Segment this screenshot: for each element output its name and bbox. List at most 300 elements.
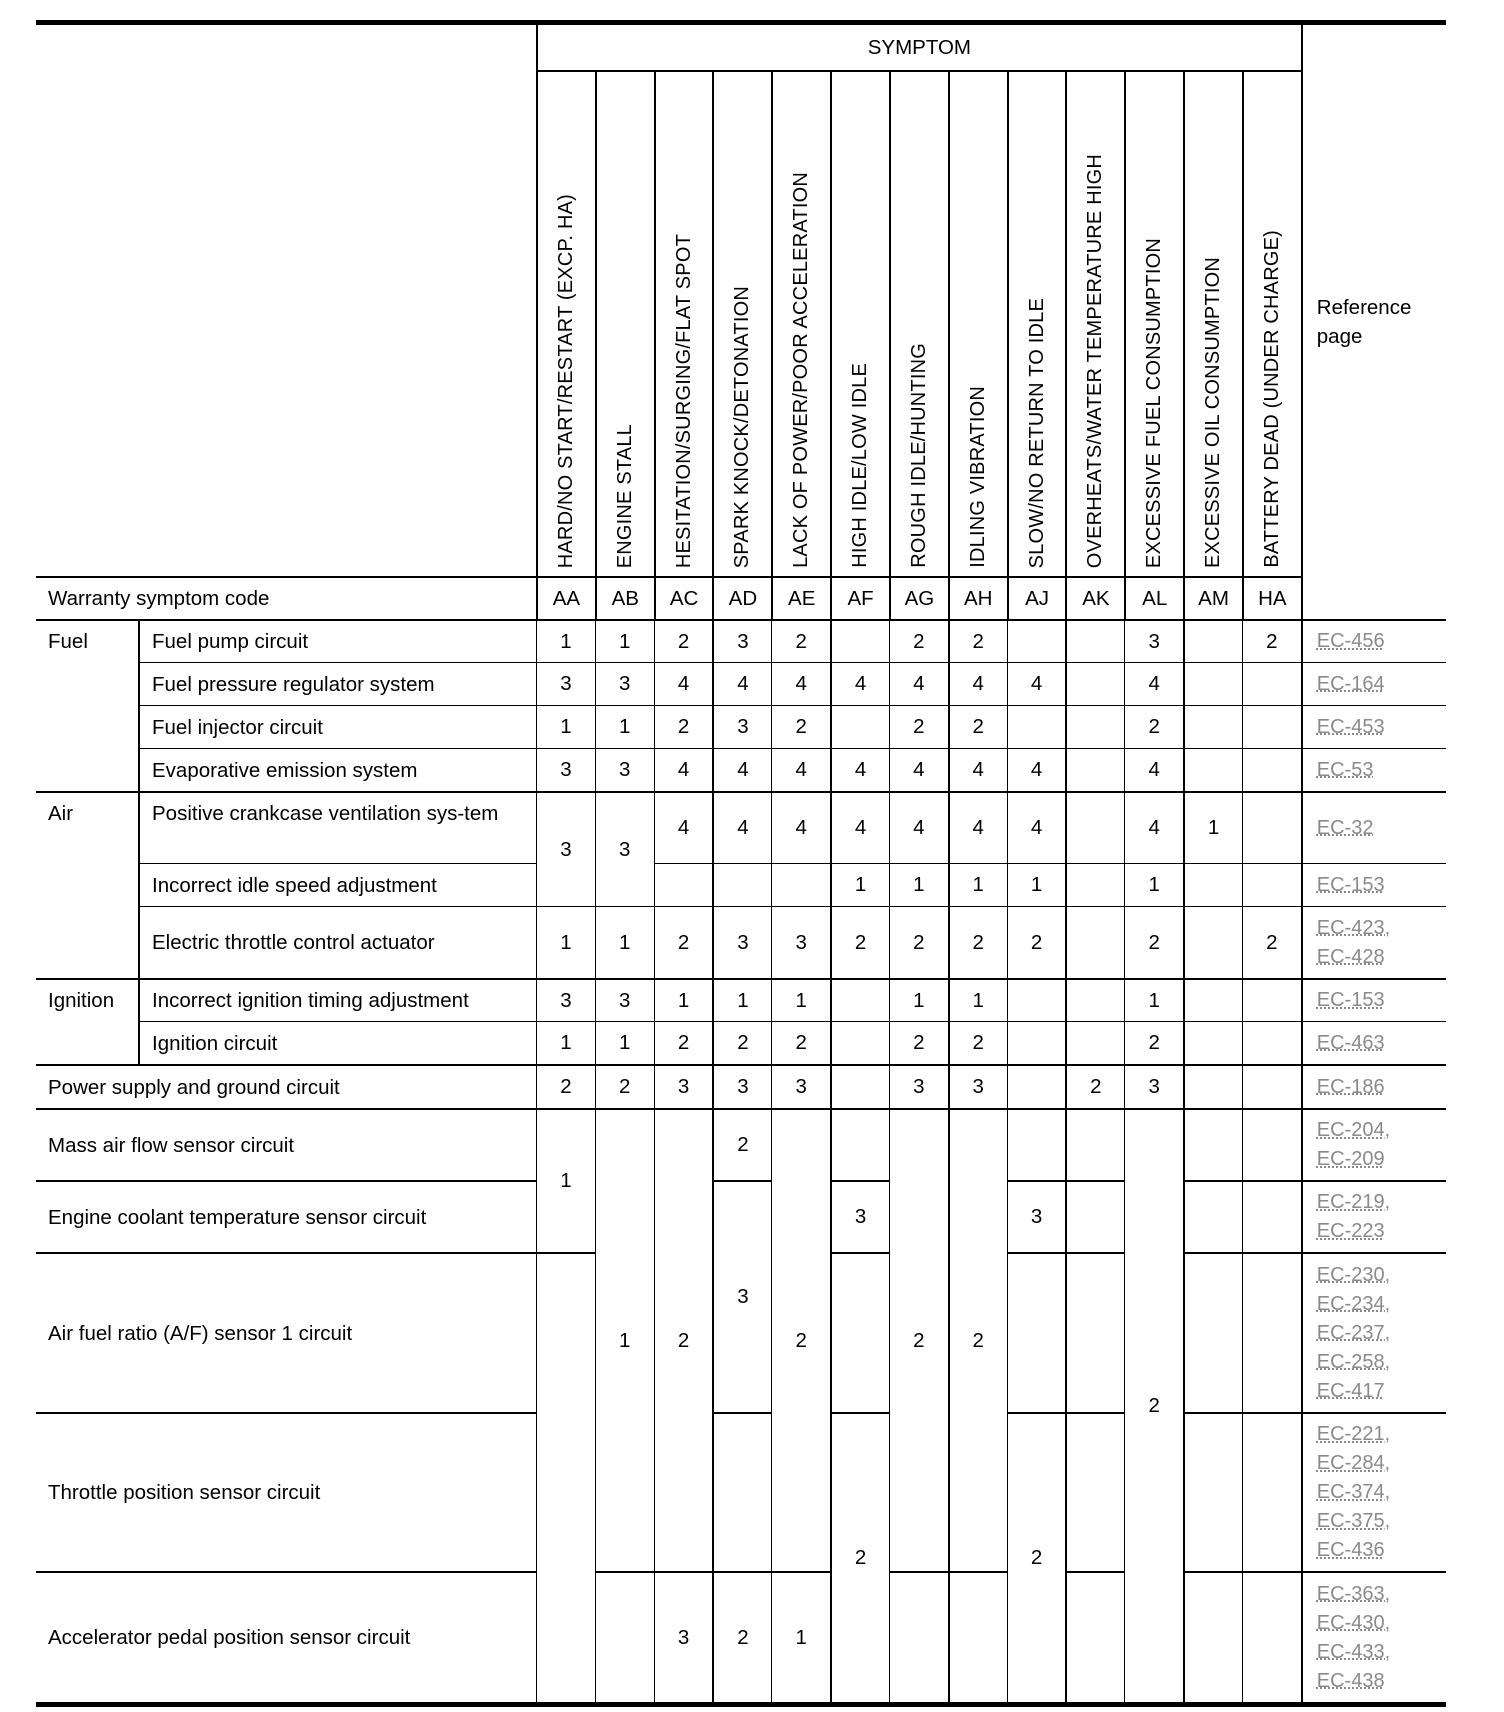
- symptom-value-text: 1: [1148, 873, 1160, 896]
- symptom-value-text: 4: [972, 816, 984, 839]
- symptom-value: [830, 1021, 889, 1064]
- reference-link[interactable]: EC-164: [1316, 672, 1385, 695]
- symptom-value: [1183, 1108, 1242, 1180]
- symptom-value: [1007, 1180, 1066, 1252]
- symptom-value: [889, 619, 948, 662]
- symptom-value: [1242, 748, 1301, 791]
- symptom-value: [948, 906, 1007, 978]
- symptom-title: [536, 25, 1301, 70]
- reference-link[interactable]: EC-204,: [1316, 1119, 1391, 1141]
- symptom-value-text: 3: [619, 672, 631, 695]
- symptom-value-text: 4: [972, 758, 984, 781]
- symptom-value: [712, 748, 771, 791]
- symptom-value: [654, 791, 713, 863]
- symptom-title-text: SYMPTOM: [867, 35, 972, 59]
- symptom-value-text: 2: [560, 1075, 572, 1098]
- symptom-header: [654, 70, 713, 576]
- symptom-header: [1183, 70, 1242, 576]
- symptom-value: [1183, 906, 1242, 978]
- warranty-code: [1007, 576, 1066, 619]
- symptom-value-merged: [830, 1252, 889, 1412]
- symptom-value: [1242, 1412, 1301, 1571]
- symptom-value: [1124, 705, 1183, 748]
- symptom-value: [830, 1180, 889, 1252]
- group-ignition-text: Ignition: [48, 989, 115, 1012]
- reference-cell: [1301, 1252, 1446, 1412]
- symptom-value: [712, 791, 771, 863]
- reference-cell: [1301, 705, 1446, 748]
- symptom-value-merged-text: 3: [737, 1285, 749, 1308]
- warranty-code-text: AE: [788, 586, 816, 610]
- symptom-value-text: 3: [1030, 1205, 1043, 1228]
- reference-link[interactable]: EC-153: [1316, 873, 1385, 896]
- symptom-value: [1183, 1252, 1242, 1412]
- reference-link[interactable]: EC-423,: [1316, 916, 1391, 939]
- reference-cell: [1301, 1180, 1446, 1252]
- reference-link[interactable]: EC-32: [1316, 816, 1374, 839]
- row-item-label: [138, 1021, 536, 1064]
- reference-cell: [1301, 863, 1446, 906]
- symptom-value: [1124, 906, 1183, 978]
- group-fuel-text: Fuel: [48, 630, 88, 653]
- symptom-value: [1183, 619, 1242, 662]
- symptom-value: [1183, 1064, 1242, 1108]
- warranty-code: [830, 576, 889, 619]
- symptom-value: [771, 863, 830, 906]
- symptom-value-merged: [948, 1571, 1007, 1702]
- symptom-value: [536, 1064, 595, 1108]
- symptom-value-text: 2: [913, 1031, 925, 1054]
- symptom-value-text: 2: [677, 629, 690, 653]
- symptom-value: [830, 1064, 889, 1108]
- reference-cell: [1301, 1064, 1446, 1108]
- warranty-code: [1065, 576, 1124, 619]
- symptom-value: [948, 1064, 1007, 1108]
- symptom-value: [1124, 662, 1183, 705]
- symptom-value-merged: [595, 1571, 654, 1702]
- symptom-value: [1124, 978, 1183, 1021]
- group-air: [36, 791, 138, 978]
- symptom-header-text: SLOW/NO RETURN TO IDLE: [1025, 297, 1048, 568]
- symptom-value: [889, 1064, 948, 1108]
- symptom-value-text: 2: [1030, 930, 1043, 954]
- symptom-header: [771, 70, 830, 576]
- row-item-label: [36, 1252, 536, 1412]
- symptom-value: [1065, 1064, 1124, 1108]
- symptom-value-text: 4: [795, 758, 807, 781]
- symptom-value: [1242, 1108, 1301, 1180]
- row-item-label: [36, 1108, 536, 1180]
- symptom-value: [654, 619, 713, 662]
- row-item-label-text: Fuel pump circuit: [152, 630, 309, 653]
- symptom-value-text: 3: [560, 758, 572, 781]
- symptom-value: [1242, 906, 1301, 978]
- symptom-value: [1183, 863, 1242, 906]
- symptom-header-text: HARD/NO START/RESTART (EXCP. HA): [554, 193, 577, 568]
- symptom-value-merged-text: 2: [913, 1328, 925, 1352]
- symptom-value-text: 4: [737, 816, 749, 839]
- symptom-value-text: 1: [619, 930, 631, 954]
- symptom-value: [595, 1021, 654, 1064]
- symptom-value-merged-text: 1: [619, 1328, 631, 1352]
- warranty-code: [536, 576, 595, 619]
- reference-link[interactable]: EC-433,: [1316, 1640, 1391, 1663]
- symptom-value: [654, 863, 713, 906]
- symptom-value: [1242, 1064, 1301, 1108]
- symptom-value: [1007, 662, 1066, 705]
- symptom-value: [536, 978, 595, 1021]
- symptom-header: [712, 70, 771, 576]
- symptom-value: [1183, 748, 1242, 791]
- reference-link[interactable]: EC-230,: [1316, 1263, 1391, 1286]
- symptom-value-text: 1: [795, 1625, 807, 1649]
- reference-page-header: [1301, 25, 1446, 619]
- symptom-value: [771, 906, 830, 978]
- symptom-value: [889, 863, 948, 906]
- symptom-value-text: 2: [795, 629, 807, 653]
- reference-cell: [1301, 1412, 1446, 1571]
- warranty-code: [595, 576, 654, 619]
- symptom-value-text: 2: [1266, 930, 1278, 954]
- symptom-value-text: 4: [913, 672, 925, 695]
- symptom-value-text: 4: [795, 816, 807, 839]
- symptom-value-merged: [654, 1108, 713, 1571]
- symptom-value: [889, 978, 948, 1021]
- symptom-value-text: 1: [913, 873, 925, 896]
- symptom-value: [948, 791, 1007, 863]
- symptom-value-text: 1: [854, 873, 867, 896]
- symptom-value-text: 2: [795, 715, 807, 738]
- reference-cell: [1301, 1571, 1446, 1702]
- warranty-code: [948, 576, 1007, 619]
- symptom-value: [712, 705, 771, 748]
- warranty-code: [654, 576, 713, 619]
- warranty-code: [1124, 576, 1183, 619]
- symptom-value: [712, 619, 771, 662]
- row-item-label-text: Positive crankcase ventilation sys-tem: [152, 802, 499, 825]
- symptom-value-text: 1: [619, 629, 631, 653]
- symptom-value-text: 1: [619, 1031, 631, 1054]
- symptom-value-text: 4: [1030, 672, 1043, 695]
- reference-cell: [1301, 791, 1446, 863]
- reference-link[interactable]: EC-53: [1316, 758, 1374, 781]
- symptom-value-text: 1: [972, 988, 984, 1012]
- warranty-code-text: AM: [1198, 586, 1229, 610]
- symptom-value: [771, 978, 830, 1021]
- symptom-value: [654, 1064, 713, 1108]
- reference-link[interactable]: EC-186: [1316, 1075, 1385, 1098]
- reference-link[interactable]: EC-417: [1316, 1379, 1385, 1402]
- symptom-value: [654, 705, 713, 748]
- symptom-value: [712, 1108, 771, 1180]
- reference-link[interactable]: EC-453: [1316, 715, 1385, 738]
- symptom-header: [1124, 70, 1183, 576]
- symptom-value-text: 3: [737, 930, 749, 954]
- symptom-value: [1242, 662, 1301, 705]
- symptom-value-text: 3: [619, 988, 631, 1012]
- symptom-value: [830, 978, 889, 1021]
- symptom-value-text: 3: [619, 758, 631, 781]
- symptom-value: [712, 978, 771, 1021]
- row-item-label: [36, 1064, 536, 1108]
- symptom-header: [889, 70, 948, 576]
- symptom-value-merged: [712, 1180, 771, 1412]
- reference-cell: [1301, 619, 1446, 662]
- symptom-value-text: 1: [972, 873, 984, 896]
- symptom-value: [1065, 619, 1124, 662]
- symptom-header-text: BATTERY DEAD (UNDER CHARGE): [1260, 230, 1283, 568]
- symptom-value-text: 3: [737, 629, 749, 653]
- symptom-value: [1183, 705, 1242, 748]
- reference-link[interactable]: EC-153: [1316, 989, 1385, 1011]
- symptom-value: [1183, 978, 1242, 1021]
- symptom-value-text: 3: [1148, 629, 1160, 653]
- symptom-value-text: 4: [677, 672, 690, 695]
- symptom-value-text: 2: [972, 715, 984, 738]
- symptom-value: [654, 978, 713, 1021]
- symptom-value: [595, 748, 654, 791]
- reference-link[interactable]: EC-363,: [1316, 1582, 1391, 1605]
- symptom-value-merged: [889, 1108, 948, 1571]
- symptom-value-text: 2: [737, 1031, 749, 1054]
- symptom-value-text: 2: [1148, 1031, 1160, 1054]
- reference-link[interactable]: EC-428: [1316, 945, 1385, 968]
- symptom-value-merged-text: 2: [677, 1328, 690, 1352]
- symptom-value: [712, 906, 771, 978]
- row-item-label: [138, 791, 536, 863]
- symptom-value: [1242, 978, 1301, 1021]
- symptom-value: [712, 1064, 771, 1108]
- symptom-value-merged: [712, 1412, 771, 1571]
- symptom-value: [1065, 1252, 1124, 1412]
- row-item-label: [36, 1180, 536, 1252]
- symptom-header: [1007, 70, 1066, 576]
- symptom-value-merged: [771, 1108, 830, 1571]
- reference-link[interactable]: EC-375,: [1316, 1510, 1391, 1532]
- symptom-value: [1065, 1571, 1124, 1702]
- symptom-value-text: 3: [677, 1075, 690, 1098]
- symptom-value: [1065, 748, 1124, 791]
- symptom-value: [536, 662, 595, 705]
- symptom-value-merged: [948, 1108, 1007, 1571]
- symptom-value-merged-text: 2: [1030, 1546, 1043, 1569]
- reference-link[interactable]: EC-237,: [1316, 1321, 1391, 1344]
- symptom-value: [1065, 791, 1124, 863]
- symptom-value-text: 2: [677, 1031, 690, 1054]
- group-fuel: [36, 619, 138, 791]
- symptom-value: [1065, 1412, 1124, 1571]
- row-item-label-text: Air fuel ratio (A/F) sensor 1 circuit: [48, 1321, 353, 1345]
- symptom-value-text: 3: [913, 1075, 925, 1098]
- symptom-value-merged: [830, 1108, 889, 1180]
- symptom-header: [536, 70, 595, 576]
- symptom-value: [1065, 1180, 1124, 1252]
- reference-link[interactable]: EC-456: [1316, 630, 1385, 652]
- symptom-value: [654, 1021, 713, 1064]
- symptom-value-merged-text: 2: [972, 1328, 984, 1352]
- symptom-value-text: 2: [737, 1133, 749, 1156]
- symptom-value: [1242, 1571, 1301, 1702]
- symptom-value: [1065, 1021, 1124, 1064]
- symptom-header-text: OVERHEATS/WATER TEMPERATURE HIGH: [1084, 153, 1107, 568]
- symptom-value-text: 4: [972, 672, 984, 695]
- symptom-value: [771, 791, 830, 863]
- symptom-value: [536, 906, 595, 978]
- reference-link[interactable]: EC-463: [1316, 1031, 1385, 1054]
- reference-link[interactable]: EC-258,: [1316, 1350, 1391, 1373]
- symptom-value-text: 3: [560, 988, 572, 1012]
- symptom-value-text: 1: [677, 988, 690, 1012]
- symptom-value-text: 4: [854, 758, 867, 781]
- symptom-value: [771, 1064, 830, 1108]
- symptom-value-text: 4: [913, 816, 925, 839]
- symptom-value: [889, 1021, 948, 1064]
- symptom-value: [771, 619, 830, 662]
- symptom-header: [948, 70, 1007, 576]
- symptom-value-text: 2: [677, 715, 690, 738]
- symptom-value-merged-text: 2: [854, 1546, 867, 1569]
- reference-page-header-text: Reference page: [1316, 296, 1412, 348]
- symptom-value: [771, 1021, 830, 1064]
- symptom-value: [889, 791, 948, 863]
- symptom-value: [595, 619, 654, 662]
- symptom-header-text: IDLING VIBRATION: [966, 386, 989, 568]
- symptom-value: [1007, 619, 1066, 662]
- row-item-label: [138, 748, 536, 791]
- symptom-value-text: 2: [913, 629, 925, 653]
- symptom-value: [1183, 791, 1242, 863]
- reference-link[interactable]: EC-209: [1316, 1148, 1385, 1170]
- group-ignition: [36, 978, 138, 1064]
- symptom-value: [595, 978, 654, 1021]
- warranty-code: [1183, 576, 1242, 619]
- reference-link[interactable]: EC-219,: [1316, 1191, 1391, 1213]
- symptom-value: [595, 906, 654, 978]
- reference-link[interactable]: EC-223: [1316, 1220, 1385, 1242]
- symptom-value: [830, 705, 889, 748]
- warranty-code-label-text: Warranty symptom code: [48, 587, 270, 610]
- row-item-label: [138, 619, 536, 662]
- symptom-value-text: 4: [795, 672, 807, 695]
- symptom-value: [1124, 1064, 1183, 1108]
- symptom-value-text: 1: [1148, 988, 1160, 1012]
- symptom-value-text: 2: [795, 1031, 807, 1054]
- symptom-value: [1065, 705, 1124, 748]
- symptom-header-text: LACK OF POWER/POOR ACCELERATION: [790, 172, 813, 568]
- symptom-value: [1065, 906, 1124, 978]
- symptom-value: [595, 705, 654, 748]
- row-item-label-text: Fuel pressure regulator system: [152, 672, 435, 696]
- symptom-header-text: ROUGH IDLE/HUNTING: [907, 343, 930, 568]
- symptom-value: [948, 748, 1007, 791]
- symptom-value: [771, 662, 830, 705]
- symptom-value: [1242, 1021, 1301, 1064]
- symptom-value: [1065, 978, 1124, 1021]
- symptom-header: [595, 70, 654, 576]
- warranty-code-text: AF: [847, 586, 874, 610]
- symptom-value: [1242, 705, 1301, 748]
- warranty-code: [771, 576, 830, 619]
- warranty-code-text: HA: [1258, 586, 1287, 610]
- reference-cell: [1301, 978, 1446, 1021]
- symptom-value: [1242, 863, 1301, 906]
- symptom-value-text: 4: [854, 672, 867, 695]
- warranty-code-text: AD: [728, 586, 758, 610]
- symptom-value: [1242, 791, 1301, 863]
- symptom-value: [889, 662, 948, 705]
- symptom-value-text: 2: [913, 715, 925, 738]
- symptom-value-merged-text: 1: [560, 1169, 572, 1192]
- reference-link[interactable]: EC-284,: [1316, 1452, 1391, 1474]
- symptom-value: [830, 863, 889, 906]
- row-item-label-text: Electric throttle control actuator: [152, 931, 435, 954]
- symptom-value: [1007, 1021, 1066, 1064]
- symptom-value: [889, 705, 948, 748]
- symptom-value: [712, 863, 771, 906]
- reference-link[interactable]: EC-430,: [1316, 1611, 1391, 1634]
- row-item-label-text: Throttle position sensor circuit: [48, 1481, 321, 1504]
- reference-link[interactable]: EC-234,: [1316, 1292, 1391, 1315]
- symptom-value: [1242, 1180, 1301, 1252]
- reference-cell: [1301, 1021, 1446, 1064]
- warranty-code-text: AK: [1082, 586, 1110, 610]
- reference-link[interactable]: EC-438: [1316, 1669, 1385, 1692]
- reference-link[interactable]: EC-436: [1316, 1539, 1385, 1561]
- row-item-label-text: Fuel injector circuit: [152, 715, 323, 739]
- symptom-value-text: 3: [795, 1075, 807, 1098]
- symptom-value: [1065, 863, 1124, 906]
- symptom-value: [1183, 662, 1242, 705]
- symptom-value-text: 1: [560, 930, 572, 954]
- warranty-code: [1242, 576, 1301, 619]
- symptom-value-text: 3: [854, 1205, 867, 1228]
- reference-cell: [1301, 906, 1446, 978]
- symptom-value: [1124, 1021, 1183, 1064]
- symptom-value-text: 3: [737, 715, 749, 738]
- symptom-value-text: 2: [972, 629, 984, 653]
- symptom-value-merged: [1007, 1252, 1066, 1412]
- symptom-header: [1065, 70, 1124, 576]
- symptom-header-text: SPARK KNOCK/DETONATION: [731, 285, 754, 568]
- symptom-value: [830, 791, 889, 863]
- symptom-value-text: 3: [972, 1075, 984, 1098]
- group-air-text: Air: [48, 802, 74, 825]
- symptom-value: [1065, 1108, 1124, 1180]
- symptom-header-text: HIGH IDLE/LOW IDLE: [849, 363, 872, 568]
- symptom-value: [654, 748, 713, 791]
- reference-link[interactable]: EC-221,: [1316, 1423, 1391, 1445]
- row-item-label: [138, 906, 536, 978]
- symptom-value: [1007, 791, 1066, 863]
- symptom-value-text: 2: [619, 1075, 631, 1098]
- symptom-value: [1065, 662, 1124, 705]
- symptom-value-text: 3: [737, 1075, 749, 1098]
- symptom-value: [536, 705, 595, 748]
- symptom-value: [654, 662, 713, 705]
- row-item-label: [138, 978, 536, 1021]
- warranty-code: [889, 576, 948, 619]
- symptom-value-text: 3: [560, 672, 572, 695]
- reference-cell: [1301, 662, 1446, 705]
- symptom-value: [771, 1571, 830, 1702]
- symptom-value-merged-text: 3: [619, 837, 631, 861]
- symptom-value-text: 4: [1030, 758, 1043, 781]
- symptom-value-text: 2: [1266, 629, 1278, 653]
- symptom-header: [1242, 70, 1301, 576]
- row-item-label-text: Incorrect ignition timing adjustment: [152, 989, 469, 1012]
- reference-link[interactable]: EC-374,: [1316, 1481, 1391, 1503]
- symptom-value: [1183, 1021, 1242, 1064]
